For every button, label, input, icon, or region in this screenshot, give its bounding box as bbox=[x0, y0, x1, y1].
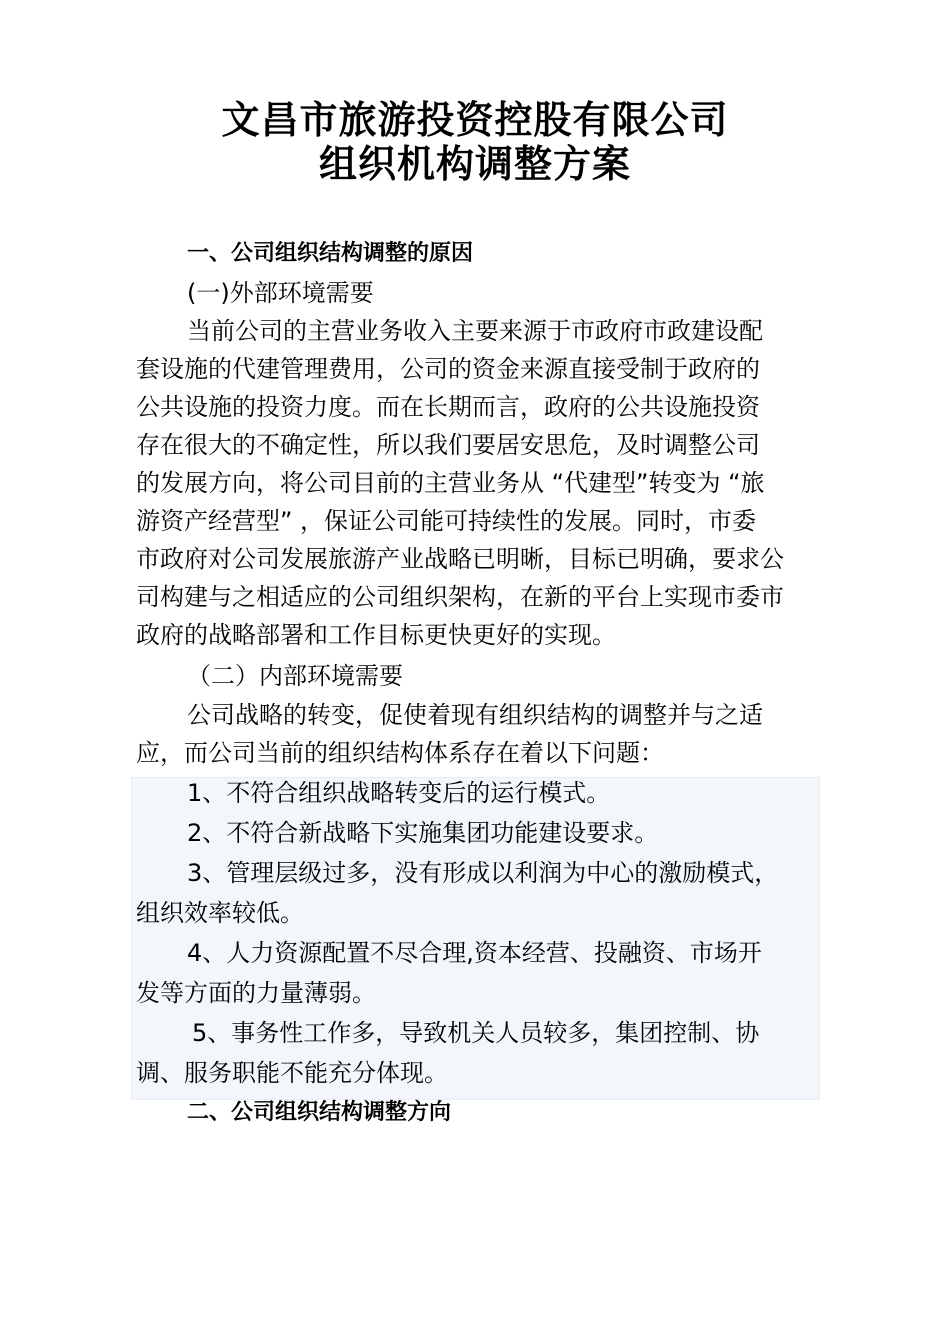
document-title-line-1: 文昌市旅游投资控股有限公司 bbox=[221, 98, 729, 142]
paragraph-line: 司构建与之相适应的公司组织架构，在新的平台上实现市委市 bbox=[136, 583, 784, 611]
issue-item-continuation: 发等方面的力量薄弱。 bbox=[136, 979, 376, 1007]
paragraph-line: 公司战略的转变，促使着现有组织结构的调整并与之适 bbox=[187, 701, 763, 729]
subsection-2-title: （二）内部环境需要 bbox=[187, 662, 403, 690]
paragraph-line: 政府的战略部署和工作目标更快更好的实现。 bbox=[136, 621, 616, 649]
issue-item-continuation: 组织效率较低。 bbox=[136, 899, 304, 927]
paragraph-line: 存在很大的不确定性，所以我们要居安思危，及时调整公司 bbox=[136, 431, 760, 459]
issue-item: 1、不符合组织战略转变后的运行模式。 bbox=[187, 779, 611, 807]
issue-item: 5、事务性工作多，导致机关人员较多，集团控制、协 bbox=[192, 1019, 760, 1047]
issue-item: 2、不符合新战略下实施集团功能建设要求。 bbox=[187, 819, 659, 847]
section-1-heading: 一、公司组织结构调整的原因 bbox=[187, 241, 474, 266]
issue-item: 4、人力资源配置不尽合理,资本经营、投融资、市场开 bbox=[187, 939, 762, 967]
section-2-heading: 二、公司组织结构调整方向 bbox=[187, 1100, 452, 1125]
issue-item: 3、管理层级过多，没有形成以利润为中心的激励模式， bbox=[187, 859, 779, 887]
paragraph-line: 游资产经营型” ，保证公司能可持续性的发展。同时，市委 bbox=[136, 507, 757, 535]
document-title-line-2: 组织机构调整方案 bbox=[318, 142, 631, 186]
paragraph-line: 套设施的代建管理费用，公司的资金来源直接受制于政府的 bbox=[136, 355, 760, 383]
paragraph-line: 的发展方向，将公司目前的主营业务从 “代建型”转变为 “旅 bbox=[136, 469, 765, 497]
subsection-1-title: (一)外部环境需要 bbox=[187, 279, 374, 307]
issue-item-continuation: 调、服务职能不能充分体现。 bbox=[136, 1059, 448, 1087]
paragraph-line: 应，而公司当前的组织结构体系存在着以下问题： bbox=[136, 739, 664, 767]
paragraph-line: 当前公司的主营业务收入主要来源于市政府市政建设配 bbox=[187, 317, 763, 345]
paragraph-line: 市政府对公司发展旅游产业战略已明晰，目标已明确，要求公 bbox=[136, 545, 784, 573]
paragraph-line: 公共设施的投资力度。而在长期而言，政府的公共设施投资 bbox=[136, 393, 760, 421]
